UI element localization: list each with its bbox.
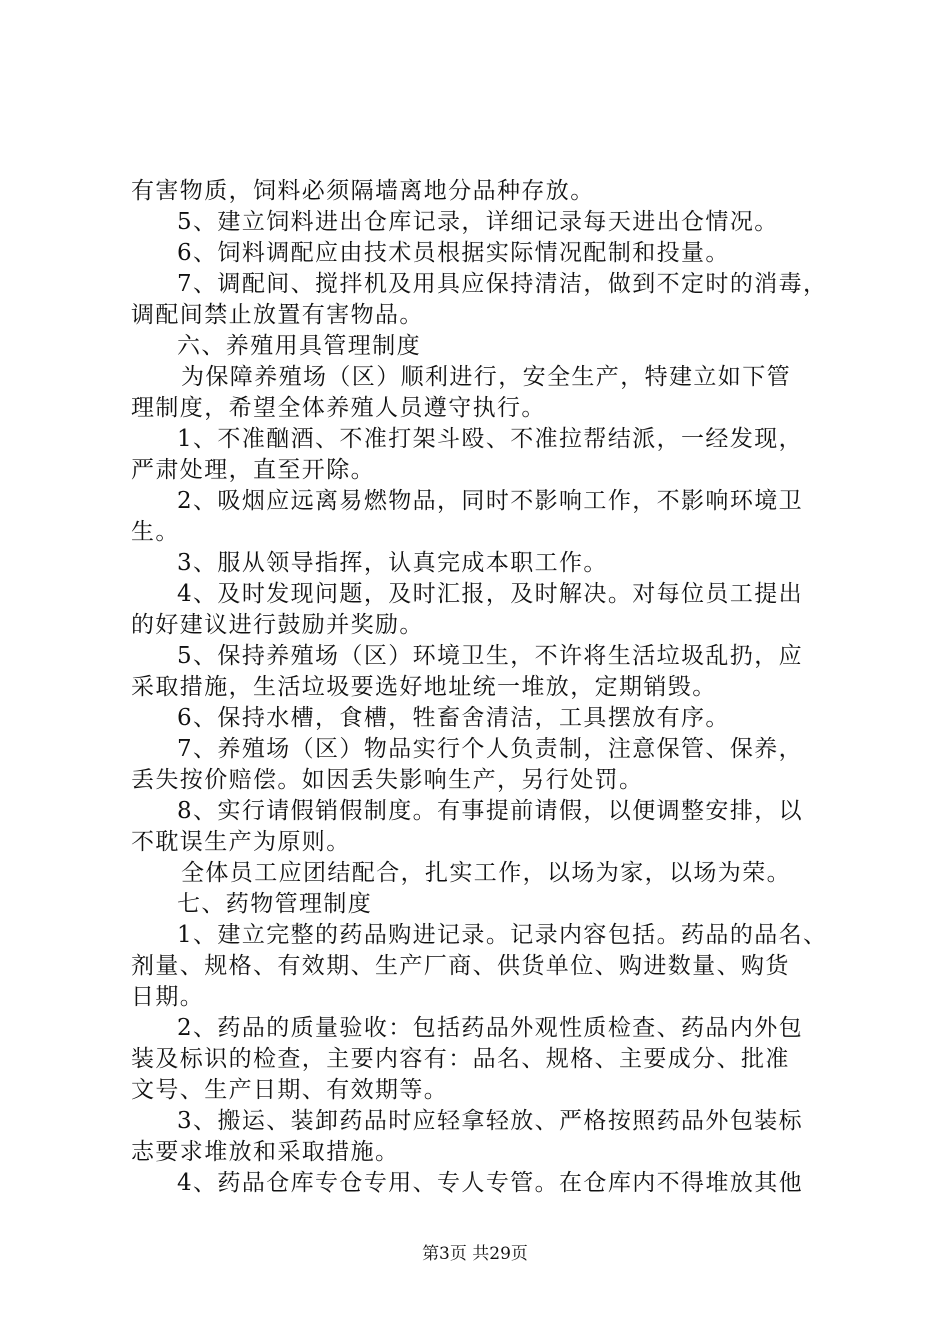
text-line: 装及标识的检查，主要内容有：品名、规格、主要成分、批准 <box>131 1046 790 1072</box>
text-line: 为保障养殖场（区）顺利进行，安全生产，特建立如下管 <box>181 364 791 390</box>
text-line: 丢失按价赔偿。如因丢失影响生产，另行处罚。 <box>131 767 644 793</box>
text-line: 不耽误生产为原则。 <box>131 829 351 855</box>
text-line: 的好建议进行鼓励并奖励。 <box>131 612 424 638</box>
section-heading: 七、药物管理制度 <box>177 891 373 917</box>
text-line: 日期。 <box>131 984 205 1010</box>
text-line: 2、吸烟应远离易燃物品，同时不影响工作，不影响环境卫 <box>177 488 804 514</box>
section-heading: 六、养殖用具管理制度 <box>177 333 421 359</box>
text-line: 5、保持养殖场（区）环境卫生，不许将生活垃圾乱扔，应 <box>177 643 804 669</box>
document-body <box>131 176 831 1199</box>
text-line: 5、建立饲料进出仓库记录，详细记录每天进出仓情况。 <box>177 209 779 235</box>
text-line: 生。 <box>131 519 180 545</box>
text-line: 2、药品的质量验收：包括药品外观性质检查、药品内外包 <box>177 1015 804 1041</box>
text-line: 理制度，希望全体养殖人员遵守执行。 <box>131 395 546 421</box>
page-number-footer: 第3页 共29页 <box>422 1244 528 1264</box>
text-line: 1、建立完整的药品购进记录。记录内容包括。药品的品名、 <box>177 922 828 948</box>
text-line: 文号、生产日期、有效期等。 <box>131 1077 449 1103</box>
text-line: 有害物质，饲料必须隔墙离地分品种存放。 <box>131 178 595 204</box>
text-line: 6、保持水槽，食槽，牲畜舍清洁，工具摆放有序。 <box>177 705 730 731</box>
text-line: 调配间禁止放置有害物品。 <box>131 302 424 328</box>
text-line: 剂量、规格、有效期、生产厂商、供货单位、购进数量、购货 <box>131 953 790 979</box>
text-line: 6、饲料调配应由技术员根据实际情况配制和投量。 <box>177 240 730 266</box>
text-line: 3、服从领导指挥，认真完成本职工作。 <box>177 550 608 576</box>
text-line: 1、不准酗酒、不准打架斗殴、不准拉帮结派，一经发现， <box>177 426 804 452</box>
text-line: 全体员工应团结配合，扎实工作，以场为家，以场为荣。 <box>181 860 791 886</box>
text-line: 严肃处理，直至开除。 <box>131 457 375 483</box>
text-line: 8、实行请假销假制度。有事提前请假，以便调整安排，以 <box>177 798 804 824</box>
text-line: 7、养殖场（区）物品实行个人负责制，注意保管、保养， <box>177 736 804 762</box>
text-line: 志要求堆放和采取措施。 <box>131 1139 400 1165</box>
text-line: 采取措施，生活垃圾要选好地址统一堆放，定期销毁。 <box>131 674 717 700</box>
text-line: 3、搬运、装卸药品时应轻拿轻放、严格按照药品外包装标 <box>177 1108 804 1134</box>
text-line: 4、及时发现问题，及时汇报，及时解决。对每位员工提出 <box>177 581 804 607</box>
text-line: 4、药品仓库专仓专用、专人专管。在仓库内不得堆放其他 <box>177 1170 804 1196</box>
text-line: 7、调配间、搅拌机及用具应保持清洁，做到不定时的消毒， <box>177 271 828 297</box>
